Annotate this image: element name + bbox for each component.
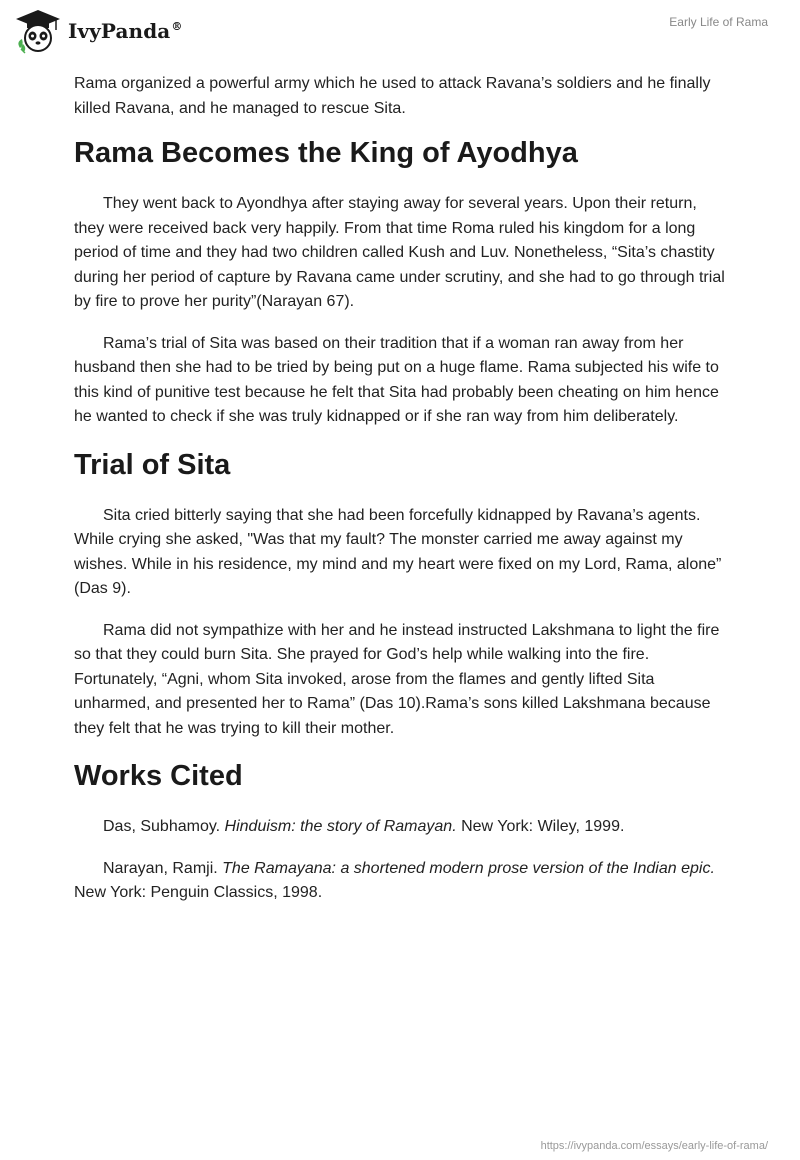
ivypanda-logo[interactable] (14, 8, 182, 54)
essay-content (74, 72, 728, 923)
citation-entry: Narayan, Ramji. The Ramayana: a shortened modern prose version of the Indian epic. New York: Penguin Classics, 1998. (74, 859, 715, 901)
paragraph: Rama’s trial of Sita was based on their tradition that if a woman ran away from her husband then she had to be tried by being put on a huge flame. Rama subjected his wife to this kind of punitive test because he felt that Sita had probably been cheating on him hence he wanted to check if she was truly kidnapped or if she ran way from him deliberately. (74, 334, 719, 425)
section-heading-works-cited: Works Cited (74, 760, 243, 792)
section-heading-trial-of-sita: Trial of Sita (74, 448, 231, 481)
registered-mark: ® (171, 20, 183, 34)
page-header (0, 0, 800, 70)
paragraph: They went back to Ayondhya after staying away for several years. Upon their return, they were received back very happily. From that time Roma ruled his kingdom for a long period of time and they had two children called Kush and Luv. Nonetheless, “Sita’s chastity during her period of capture by Ravana came under scrutiny, and she had to go through trial by fire to prove her purity”(Narayan 67). (74, 195, 725, 310)
citation-entry: Das, Subhamoy. Hinduism: the story of Ramayan. New York: Wiley, 1999. (103, 818, 625, 835)
intro-paragraph: Rama organized a powerful army which he used to attack Ravana’s soldiers and he finally killed Ravana, and he managed to rescue Sita. (74, 75, 711, 117)
document-title: Early Life of Rama (669, 15, 768, 29)
citation-title: Hinduism: the story of Ramayan. (224, 818, 457, 835)
brand-name: IvyPanda® (68, 19, 183, 43)
citation-title: The Ramayana: a shortened modern prose version of the Indian epic. (222, 859, 715, 877)
panda-graduate-icon (14, 8, 62, 54)
section-heading-rama-becomes-king: Rama Becomes the King of Ayodhya (74, 137, 578, 169)
paragraph: Rama did not sympathize with her and he instead instructed Lakshmana to light the fire so that they could burn Sita. She prayed for God’s help while walking into the fire. Fortunately, “Agni, whom Sita invoked, arose from the flames and gently lifted Sita unharmed, and presented her to Rama” (Das 10).Rama’s sons killed Lakshmana because they felt that he was trying to kill their mother. (74, 621, 720, 737)
source-url-link[interactable]: https://ivypanda.com/essays/early-life-of-rama/ (540, 1140, 768, 1152)
paragraph: Sita cried bitterly saying that she had been forcefully kidnapped by Ravana’s agents. While crying she asked, "Was that my fault? The monster carried me away against my wishes. While in his residence, my mind and my heart were fixed on my Lord, Rama, alone” (Das 9). (74, 506, 722, 597)
